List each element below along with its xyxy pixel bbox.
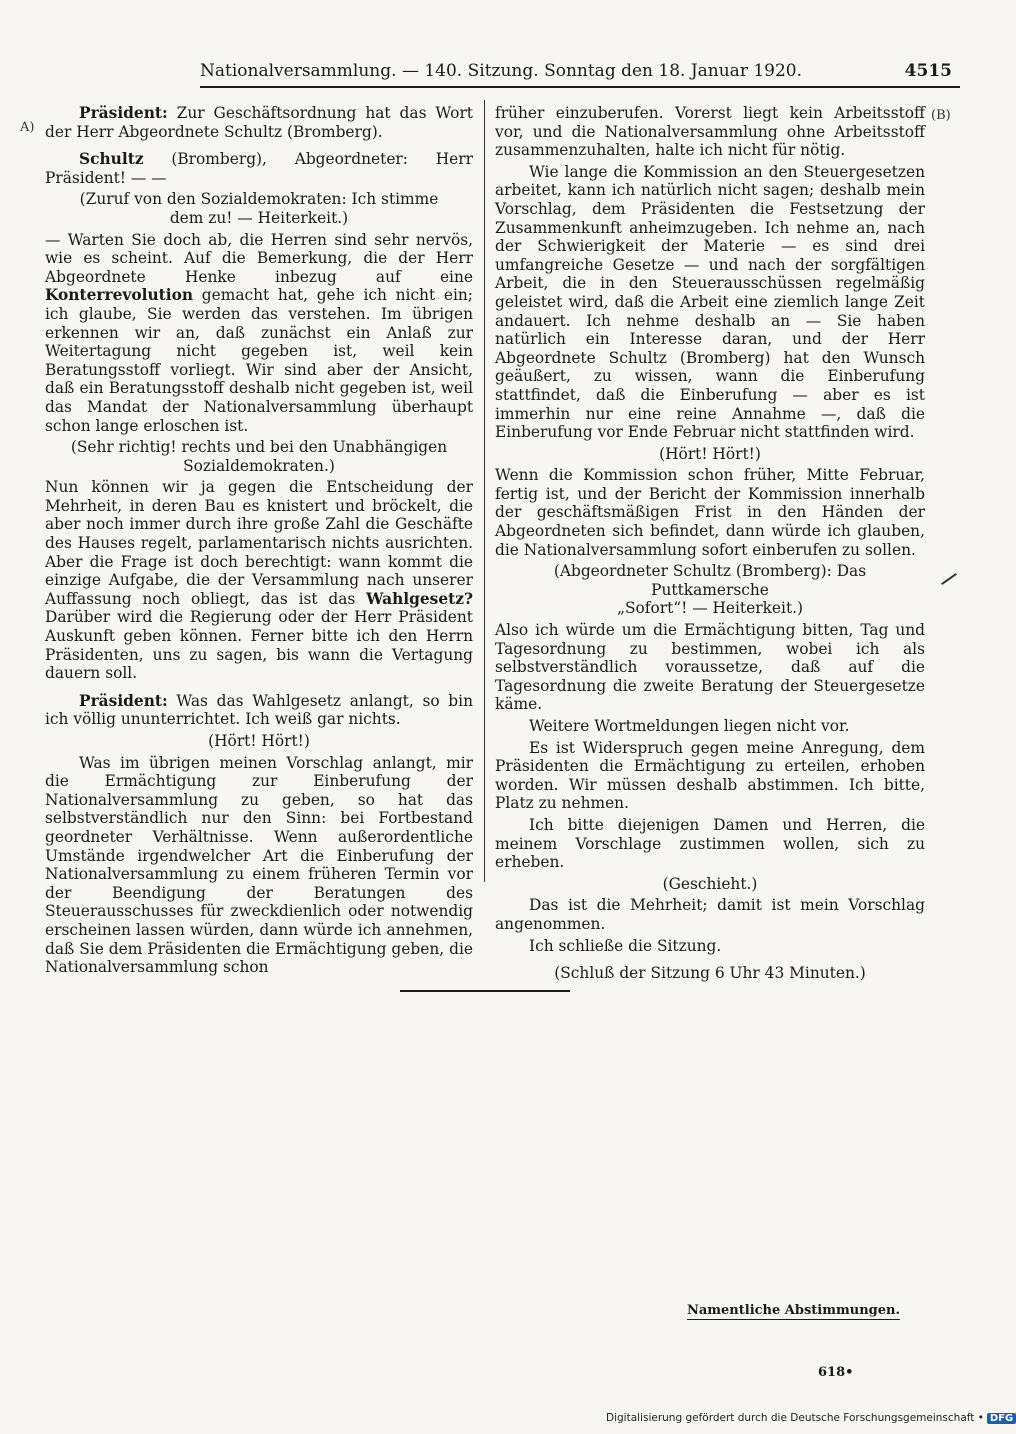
digitization-note: Digitalisierung gefördert durch die Deutsche Forschungsgemeinschaft • DFG (606, 1412, 1016, 1424)
margin-marker-right: (B) (931, 108, 951, 123)
paragraph: Was im übrigen meinen Vorschlag anlangt, mir die Ermächtigung zur Einberufung der Nationalversammlung zu geben, so hat das selbstverständlich nur den Sinn: bei Fortbestand geordneter Verhältnisse. Wenn außerordentliche Umstände irgendwelcher Art die Einberufung der Nationalversammlung zu einem früheren Termin vor der Beendigung der Beratungen des Steuerausschusses für zweckdienlich oder notwendig erscheinen lassen würden, dann würde ich annehmen, daß Sie dem Präsidenten die Ermächtigung geben, die Nationalversammlung schon (45, 753, 473, 977)
paragraph: Also ich würde um die Ermächtigung bitten, Tag und Tagesordnung zu bestimmen, wobei ich als selbstverständlich voraussetze, daß auf die Tagesordnung die zweite Beratung der Steuergesetze käme. (495, 621, 925, 714)
paragraph-text: (Bromberg), Abgeordneter: Herr Präsident! — — (45, 150, 473, 187)
signature-code: 618• (818, 1365, 854, 1380)
speaker-name: Präsident: (79, 691, 168, 710)
section-rule (400, 990, 570, 992)
speaker-name: Präsident: (79, 104, 168, 122)
bold-term: Konterrevolution (45, 286, 194, 305)
paragraph: Nun können wir ja gegen die Entscheidung der Mehrheit, in deren Bau es knistert und bröckelt, die aber noch immer durch ihre große Zahl die Geschäfte des Hauses regelt, parlamentarisch nichts ausrichten. Aber die Frage ist doch berechtigt: wann kommt die einzige Aufgabe, die der Versammlung nach unserer Auffassung noch obliegt, das ist das Wahlgesetz? Darüber wird die Regierung oder der Herr Präsident Auskunft geben können. Ferner bitte ich den Herrn Präsidenten, uns zu sagen, bis wann die Vertagung dauern soll. (45, 478, 473, 683)
left-column (45, 104, 473, 980)
interjection: (Geschieht.) (662, 874, 758, 893)
paragraph (45, 692, 473, 729)
paragraph (45, 150, 473, 187)
paragraph-text: Zur Geschäftsordnung hat das Wort der Herr Abgeordnete Schultz (Bromberg). (45, 104, 473, 141)
paragraph: Wie lange die Kommission an den Steuergesetzen arbeitet, kann ich natürlich nicht sagen; deshalb mein Vorschlag, dem Präsidenten die Festsetzung der Zusammenkunft anheimzugeben. Ich nehme an, nach der Schwierigkeit der Materie — es sind drei umfangreiche Gesetze — und nach der sorgfältigen Arbeit, die in den Steuerausschüssen regelmäßig geleistet wird, daß die Arbeit eine ziemlich lange Zeit andauert. Ich nehme deshalb an — Sie haben natürlich ein Interesse daran, und der Herr Abgeordnete Schultz (Bromberg) hat den Wunsch geäußert, zu wissen, wann die Einberufung stattfindet, daß die Einberufung — aber es ist immerhin nur eine reine Annahme —, daß die Einberufung vor Ende Februar nicht stattfinden wird. (495, 162, 925, 442)
bold-term: Wahlgesetz? (366, 589, 473, 608)
interjection: (Zuruf von den Sozialdemokraten: Ich stimme dem zu! — Heiterkeit.) (79, 190, 439, 227)
paragraph: Ich schließe die Sitzung. (529, 936, 722, 955)
paragraph (45, 104, 473, 141)
dfg-logo: DFG (987, 1413, 1016, 1424)
interjection: (Hört! Hört!) (659, 444, 761, 463)
paragraph: Weitere Wortmeldungen liegen nicht vor. (529, 717, 850, 735)
session-end-note: (Schluß der Sitzung 6 Uhr 43 Minuten.) (554, 964, 866, 983)
right-column (495, 104, 925, 986)
header-title: Nationalversammlung. — 140. Sitzung. Sonntag den 18. Januar 1920. (200, 61, 803, 81)
margin-pencil-mark (941, 573, 957, 585)
interjection: (Sehr richtig! rechts und bei den Unabhängigen Sozialdemokraten.) (70, 438, 448, 475)
interjection: (Abgeordneter Schultz (Bromberg): Das Puttkamersche „Sofort“! — Heiterkeit.) (553, 562, 867, 618)
paragraph: früher einzuberufen. Vorerst liegt kein Arbeitsstoff vor, und die Nationalversammlung ohne Arbeitsstoff zusammenzuhalten, halte ich nicht für nötig. (495, 104, 925, 160)
column-divider (484, 100, 485, 882)
page-header (200, 60, 960, 88)
interjection: (Hört! Hört!) (208, 732, 310, 750)
paragraph: Das ist die Mehrheit; damit ist mein Vorschlag angenommen. (495, 896, 925, 933)
paragraph: Wenn die Kommission schon früher, Mitte Februar, fertig ist, und der Bericht der Kommission innerhalb der geschäftsmäßigen Frist in den Händen der Abgeordneten sich befindet, dann würde ich glauben, die Nationalversammlung sofort einberufen zu sollen. (495, 466, 925, 559)
paragraph-text: Was das Wahlgesetz anlangt, so bin ich völlig ununterrichtet. Ich weiß gar nichts. (45, 691, 473, 729)
speaker-name: Schultz (79, 150, 144, 169)
paragraph: Es ist Widerspruch gegen meine Anregung, dem Präsidenten die Ermächtigung zu erteilen, erhoben worden. Wir müssen deshalb abstimmen. Ich bitte, Platz zu nehmen. (495, 738, 925, 813)
page-number: 4515 (904, 61, 952, 81)
next-section-heading: Namentliche Abstimmungen. (686, 1303, 900, 1318)
paragraph: — Warten Sie doch ab, die Herren sind sehr nervös, wie es scheint. Auf die Bemerkung, die der Herr Abgeordnete Henke inbezug auf eine Konterrevolution gemacht hat, gehe ich nicht ein; ich glaube, Sie werden das verstehen. Im übrigen erkennen wir an, daß zunächst ein Anlaß zur Weitertagung nicht gegeben ist, weil kein Beratungsstoff vorliegt. Wir sind aber der Ansicht, daß ein Beratungsstoff deshalb nicht gegeben ist, weil das Mandat der Nationalversammlung überhaupt schon lange erloschen ist. (45, 230, 473, 435)
paragraph: Ich bitte diejenigen Damen und Herren, die meinem Vorschlage zustimmen wollen, sich zu erheben. (495, 815, 925, 872)
margin-marker-left: A) (20, 120, 35, 135)
